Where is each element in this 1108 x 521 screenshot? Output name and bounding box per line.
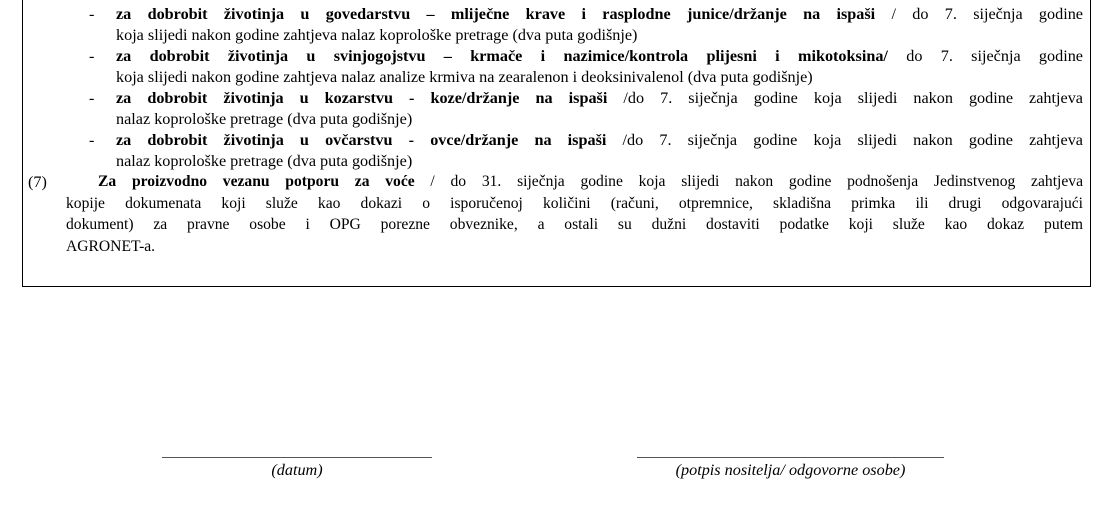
item-line: nalaz koprološke pretrage (dva puta godišnje) xyxy=(116,152,413,170)
section-number: (7) xyxy=(28,173,47,191)
bullet-dash: - xyxy=(89,131,95,149)
item-line: za dobrobit životinja u kozarstvu - koze/držanje na ispaši /do 7. siječnja godine koja slijedi nakon godine zahtjeva xyxy=(116,89,1083,107)
section-line: Za proizvodno vezanu potporu za voće / do 31. siječnja godine koja slijedi nakon godine podnošenja Jedinstvenog zahtjeva xyxy=(98,173,1083,190)
item-line: za dobrobit životinja u svinjogojstvu – krmače i nazimice/kontrola plijesni i mikotoksina/ do 7. siječnja godine xyxy=(116,47,1083,65)
signature-label: (potpis nositelja/ odgovorne osobe) xyxy=(675,461,906,479)
item-line: nalaz koprološke pretrage (dva puta godišnje) xyxy=(116,110,413,128)
section-line: kopije dokumenata koji služe kao dokazi o isporučenoj količini (računi, otpremnice, skladišna primka ili drugi odgovarajući xyxy=(66,195,1083,212)
bullet-dash: - xyxy=(89,5,95,23)
bullet-dash: - xyxy=(89,47,95,65)
bullet-dash: - xyxy=(89,89,95,107)
section-line: AGRONET-a. xyxy=(66,238,156,255)
date-label: (datum) xyxy=(271,461,323,479)
date-line xyxy=(162,457,432,458)
item-line: koja slijedi nakon godine zahtjeva nalaz koprološke pretrage (dva puta godišnje) xyxy=(116,26,638,44)
item-line: koja slijedi nakon godine zahtjeva nalaz analize krmiva na zearalenon i deoksinivalenol (dva puta godišnje) xyxy=(116,68,813,86)
section-line: dokument) za pravne osobe i OPG porezne obveznike, a ostali su dužni dostaviti podatke koji služe kao dokaz putem xyxy=(66,216,1083,233)
signature-line xyxy=(637,457,944,458)
item-line: za dobrobit životinja u govedarstvu – mliječne krave i rasplodne junice/držanje na ispaši / do 7. siječnja godine xyxy=(116,5,1083,23)
item-line: za dobrobit životinja u ovčarstvu - ovce/držanje na ispaši /do 7. siječnja godine koja slijedi nakon godine zahtjeva xyxy=(116,131,1083,149)
